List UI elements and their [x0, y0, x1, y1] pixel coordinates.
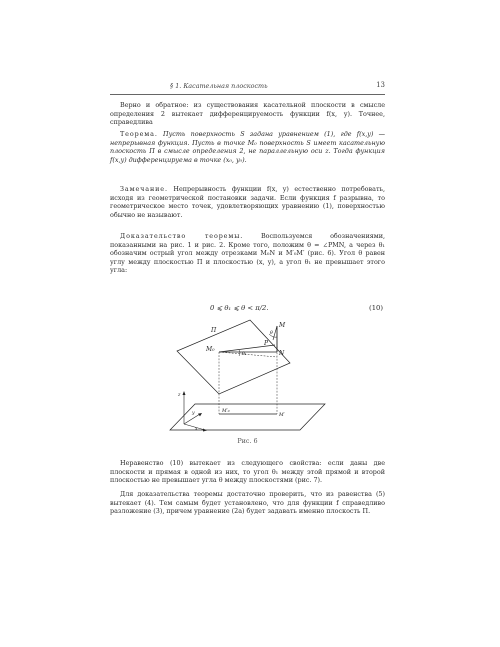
theorem-paragraph: [110, 130, 385, 164]
axis-z-arrow: [183, 391, 186, 395]
proof-label: Доказательство теоремы.: [120, 232, 244, 240]
figure-6-diagram: [165, 318, 390, 438]
plane-xy: [170, 404, 325, 430]
proof-block: [110, 232, 385, 275]
segment-m-p: [273, 326, 277, 340]
page-number: 13: [376, 81, 385, 89]
label-mprime: M′: [279, 413, 285, 418]
paragraph-intro-text: Верно и обратное: из существования касательной плоскости в смысле определения 2 вытекает дифференцируемость функции f(x, y). Точнее, справедлива: [110, 101, 385, 127]
remark-label: Замечание.: [120, 185, 168, 193]
formula-expression: 0 ⩽ θ₁ ⩽ θ < π/2.: [210, 304, 269, 312]
figure-6: [165, 318, 390, 438]
paragraph-after-2: [110, 490, 385, 516]
angle-theta1-arc: [239, 350, 240, 356]
label-x: x: [195, 427, 198, 432]
label-m0: M₀: [206, 346, 215, 353]
proof-paragraph: [110, 232, 385, 275]
running-header: [110, 80, 385, 94]
figure-caption: Рис. 6: [237, 437, 258, 445]
remark-body: Непрерывность функции f(x, y) естественно потребовать, исходя из геометрической постановки задачи. Если функция f разрывна, то геометрическое место точек, удовлетворяющих уравнению (1), поверхностью обычно не называют.: [110, 185, 385, 219]
header-rule: [110, 94, 385, 95]
paragraph-after-1: [110, 459, 385, 485]
label-theta: θ: [270, 331, 273, 336]
label-y: y: [192, 411, 195, 416]
label-p: P: [264, 340, 269, 347]
label-plane-pi: Π: [211, 327, 217, 334]
formula-number: (10): [369, 304, 383, 312]
paragraph-after-2-text: Для доказательства теоремы достаточно проверить, что из равенства (5) вытекает (4). Тем самым будет установлено, что для функции f справедливо разложение (3), причем уравнение (2a) будет задавать именно плоскость Π.: [110, 490, 385, 516]
paragraph-intro: [110, 101, 385, 127]
label-m: M: [279, 322, 286, 329]
remark-block: [110, 185, 385, 219]
paragraph-after-1-text: Неравенство (10) вытекает из следующего свойства: если даны две плоскости и прямая в одной из них, то угол θ₁ между этой прямой и второй плоскостью не превышает угла θ между плоскостями (рис. 7).: [110, 459, 385, 485]
formula-10: [110, 302, 385, 316]
label-theta1: θ₁: [242, 352, 247, 357]
theorem-body: Пусть поверхность S задана уравнением (1), где f(x,y) — непрерывная функция. Пусть в точке M₀ поверхность S имеет касательную плоскость Π в смысле определения 2, не параллельную оси z. Тогда функция f(x,y) дифференцируема в точке (x₀, y₀).: [110, 130, 385, 164]
label-n: N: [279, 350, 285, 357]
label-z: z: [178, 393, 181, 398]
theorem-block: [110, 130, 385, 164]
running-head-section: § 1. Касательная плоскость: [170, 82, 268, 90]
proof-body: Воспользуемся обозначениями, показанными на рис. 1 и рис. 2. Кроме того, положим θ = ∠PMN, а через θ₁ обозначим острый угол между отрезками M₀N и M′₀M′ (рис. 6). Угол θ равен углу между плоскостью Π и плоскостью (x, y), а угол θ₁ не превышает этого угла:: [110, 232, 385, 275]
label-m0prime: M′₀: [222, 409, 230, 414]
plane-pi: [177, 320, 290, 394]
segment-m0-horizontal: [219, 352, 277, 357]
theorem-label: Теорема.: [120, 130, 158, 138]
remark-paragraph: [110, 185, 385, 219]
